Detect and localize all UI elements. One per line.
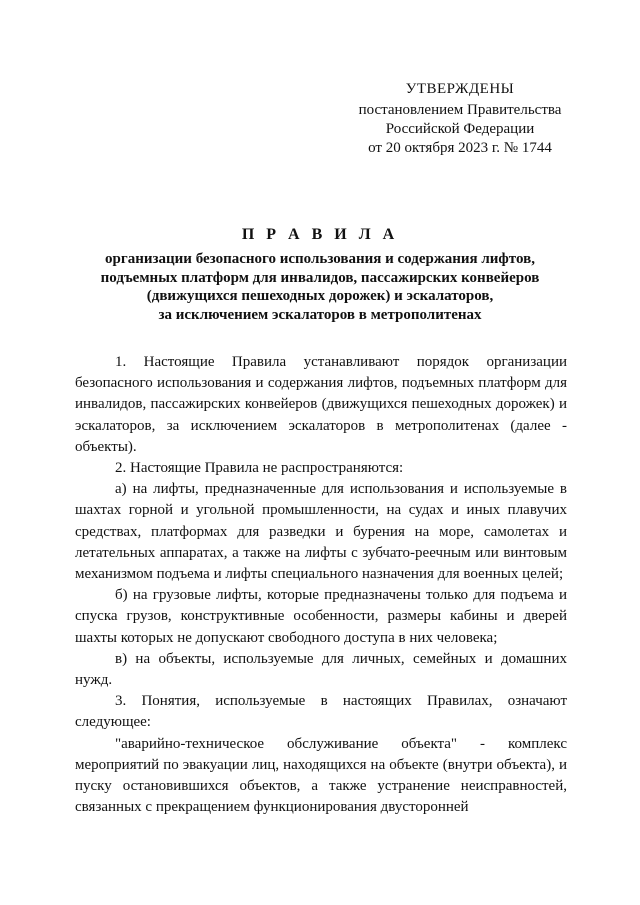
approval-heading: УТВЕРЖДЕНЫ xyxy=(405,81,515,97)
paragraph-2a: а) на лифты, предназначенные для использования и используемые в шахтах горной и угольной промышленности, на судах и иных плавучих средствах, платформах для разведки и бурения на море, самолетах и летательных аппаратах, а также на лифты с зубчато-реечным или винтовым механизмом подъема и лифты специального назначения для военных целей; xyxy=(75,481,567,583)
paragraph-2: 2. Настоящие Правила не распространяются: xyxy=(115,460,404,477)
subtitle-line: за исключением эскалаторов в метрополитенах xyxy=(158,306,482,323)
approval-block xyxy=(340,80,580,158)
paragraph-2v: в) на объекты, используемые для личных, семейных и домашних нужд. xyxy=(75,650,567,689)
paragraph-1: 1. Настоящие Правила устанавливают порядок организации безопасного использования и содержания лифтов, подъемных платформ для инвалидов, пассажирских конвейеров (движущихся пешеходных дорожек) и эскалаторов, за исключением эскалаторов в метрополитенах (далее - объекты). xyxy=(75,354,567,455)
approval-line: постановлением Правительства xyxy=(358,102,562,118)
approval-line: Российской Федерации xyxy=(385,121,535,137)
document-subtitle xyxy=(60,250,580,324)
approval-date-line: от 20 октября 2023 г. № 1744 xyxy=(368,140,552,156)
document-body xyxy=(75,352,567,818)
subtitle-line: организации безопасного использования и содержания лифтов, xyxy=(105,251,535,267)
definition-paragraph: "аварийно-техническое обслуживание объекта" - комплекс мероприятий по эвакуации лиц, находящихся на объекте (внутри объекта), и пуску остановившихся объектов, а также устранение неисправностей, связанных с прекращением функционирования двусторонней xyxy=(75,735,567,816)
paragraph-3: 3. Понятия, используемые в настоящих Правилах, означают следующее: xyxy=(75,693,567,731)
paragraph-2b: б) на грузовые лифты, которые предназначены только для подъема и спуска грузов, конструктивные особенности, размеры кабины и дверей шахты которых не допускают свободного доступа в них человека; xyxy=(75,587,567,646)
subtitle-line: (движущихся пешеходных дорожек) и эскалаторов, xyxy=(146,288,494,304)
subtitle-line: подъемных платформ для инвалидов, пассажирских конвейеров xyxy=(100,269,540,286)
document-title: П Р А В И Л А xyxy=(241,226,399,243)
